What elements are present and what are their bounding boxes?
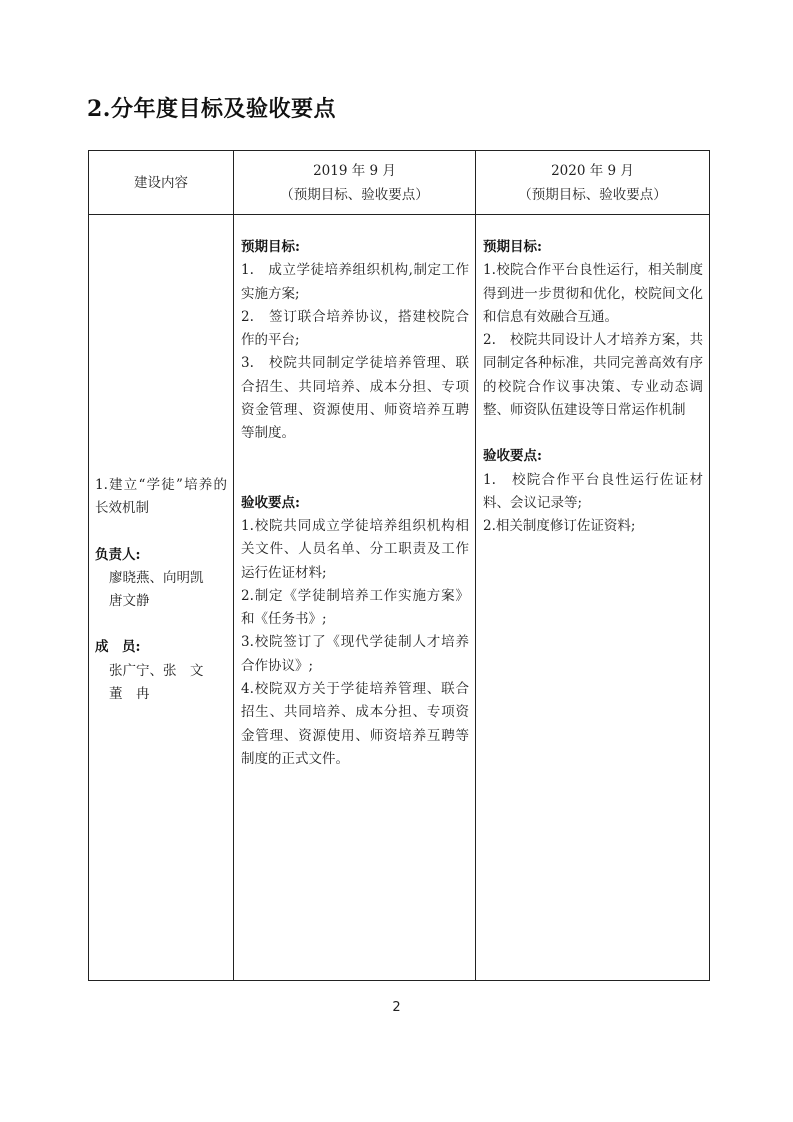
header-content — [89, 151, 233, 215]
goal-item: 2. 签订联合培养协议，搭建校院合作的平台; — [241, 308, 469, 349]
cell-2019 — [241, 236, 469, 771]
goal-item: 3. 校院共同制定学徒培养管理、联合招生、共同培养、成本分担、专项资金管理、资源使用、师资培养互聘等制度。 — [241, 355, 469, 442]
acceptance-item: 1. 校院合作平台良性运行佐证材料、会议记录等; — [483, 471, 703, 511]
header-content-label: 建设内容 — [134, 175, 188, 191]
goal-item: 1. 成立学徒培养组织机构,制定工作实施方案; — [241, 262, 469, 302]
goal-item: 2. 校院共同设计人才培养方案，共同制定各种标准，共同完善高效有序的校院合作议事决策、专业动态调整、师资队伍建设等日常运作机制 — [483, 332, 703, 419]
member: 董 冉 — [109, 686, 150, 703]
member: 张广宁、张 文 — [109, 662, 204, 679]
header-2020 — [476, 151, 709, 215]
section-title: 2.分年度目标及验收要点 — [87, 96, 336, 122]
column-divider — [475, 151, 476, 980]
acceptance-item: 2.相关制度修订佐证资料; — [483, 518, 636, 535]
cell-2020 — [483, 236, 703, 539]
header-2020-date: 2020 年 9 月 — [551, 163, 634, 179]
responsible-label: 负责人: — [95, 546, 141, 563]
acceptance-item: 1.校院共同成立学徒培养组织机构相关文件、人员名单、分工职责及工作运行佐证材料; — [241, 517, 469, 581]
members-label: 成 员: — [95, 639, 141, 656]
header-2019-sub: （预期目标、验收要点） — [280, 187, 429, 203]
goals-table — [88, 150, 710, 981]
page-number: 2 — [392, 1000, 401, 1015]
acceptance-item: 3.校院签订了《现代学徒制人才培养合作协议》; — [241, 634, 469, 674]
acceptance-item: 4.校院双方关于学徒培养管理、联合招生、共同培养、成本分担、专项资金管理、资源使用、师资培养互聘等制度的正式文件。 — [241, 681, 469, 767]
acceptance-item: 2.制定《学徒制培养工作实施方案》和《任务书》; — [241, 587, 469, 628]
content-item: 1.建立“学徒”培养的长效机制 — [95, 477, 227, 517]
responsible-person: 唐文静 — [109, 593, 150, 610]
header-2020-sub: （预期目标、验收要点） — [518, 187, 667, 203]
header-2019 — [234, 151, 475, 215]
goal-item: 1.校院合作平台良性运行，相关制度得到进一步贯彻和优化，校院间文化和信息有效融合互通。 — [483, 262, 703, 325]
header-2019-date: 2019 年 9 月 — [313, 163, 396, 179]
content-cell — [95, 474, 227, 706]
acceptance-label: 验收要点: — [241, 494, 300, 511]
acceptance-label: 验收要点: — [483, 448, 542, 465]
responsible-person: 廖晓燕、向明凯 — [109, 569, 204, 586]
goals-label: 预期目标: — [483, 239, 542, 255]
goals-label: 预期目标: — [241, 239, 300, 255]
column-divider — [233, 151, 234, 980]
